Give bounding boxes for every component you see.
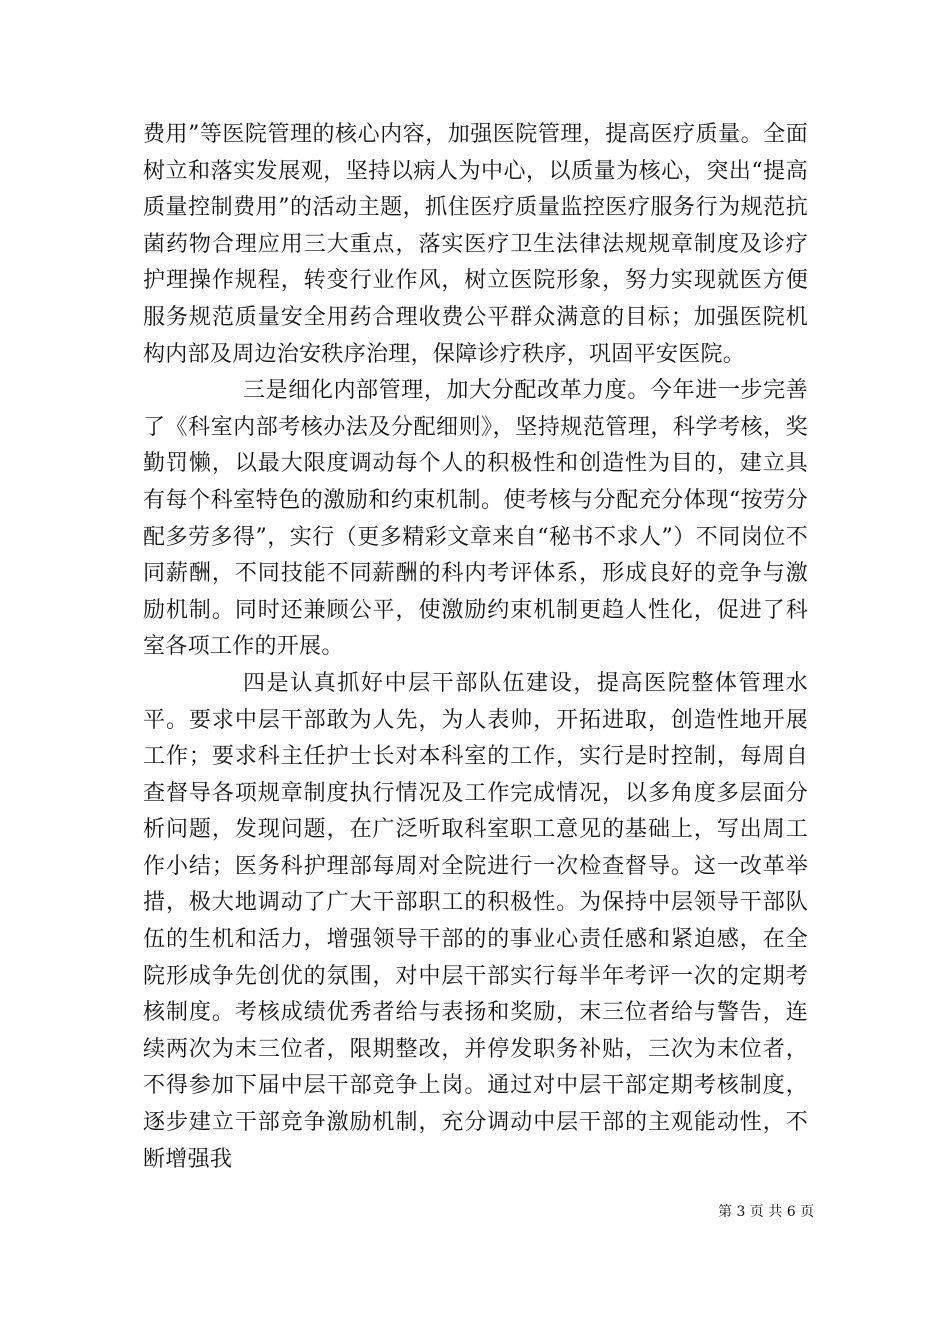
document-body — [143, 117, 808, 1178]
paragraph-continuation: 费用”等医院管理的核心内容，加强医院管理，提高医疗质量。全面树立和落实发展观，坚持以病人为中心，以质量为核心，突出“提高质量控制费用”的活动主题，抓住医疗质量监控医疗服务行为规范抗菌药物合理应用三大重点，落实医疗卫生法律法规规章制度及诊疗护理操作规程，转变行业作风，树立医院形象，努力实现就医方便服务规范质量安全用药合理收费公平群众满意的目标；加强医院机构内部及周边治安秩序治理，保障诊疗秩序，巩固平安医院。 — [143, 122, 808, 367]
page-number: 第 3 页 共 6 页 — [718, 1204, 815, 1220]
paragraph-item-three: 三是细化内部管理，加大分配改革力度。今年进一步完善了《科室内部考核办法及分配细则》，坚持规范管理，科学考核，奖勤罚懒，以最大限度调动每个人的积极性和创造性为目的，建立具有每个科室特色的激励和约束机制。使考核与分配充分体现“按劳分配多劳多得”，实行（更多精彩文章来自“秘书不求人”）不同岗位不同薪酬，不同技能不同薪酬的科内考评体系，形成良好的竞争与激励机制。同时还兼顾公平，使激励约束机制更趋人性化，促进了科室各项工作的开展。 — [143, 378, 808, 660]
paragraph-item-four: 四是认真抓好中层干部队伍建设，提高医院整体管理水平。要求中层干部敢为人先，为人表帅，开拓进取，创造性地开展工作；要求科主任护士长对本科室的工作，实行是时控制，每周自查督导各项规章制度执行情况及工作完成情况，以多角度多层面分析问题，发现问题，在广泛听取科室职工意见的基础上，写出周工作小结；医务科护理部每周对全院进行一次检查督导。这一改革举措，极大地调动了广大干部职工的积极性。为保持中层领导干部队伍的生机和活力，增强领导干部的的事业心责任感和紧迫感，在全院形成争先创优的氛围，对中层干部实行每半年考评一次的定期考核制度。考核成绩优秀者给与表扬和奖励，末三位者给与警告，连续两次为末三位者，限期整改，并停发职务补贴，三次为末位者，不得参加下届中层干部竞争上岗。通过对中层干部定期考核制度，逐步建立干部竞争激励机制，充分调动中层干部的主观能动性，不断增强我 — [143, 670, 808, 1172]
